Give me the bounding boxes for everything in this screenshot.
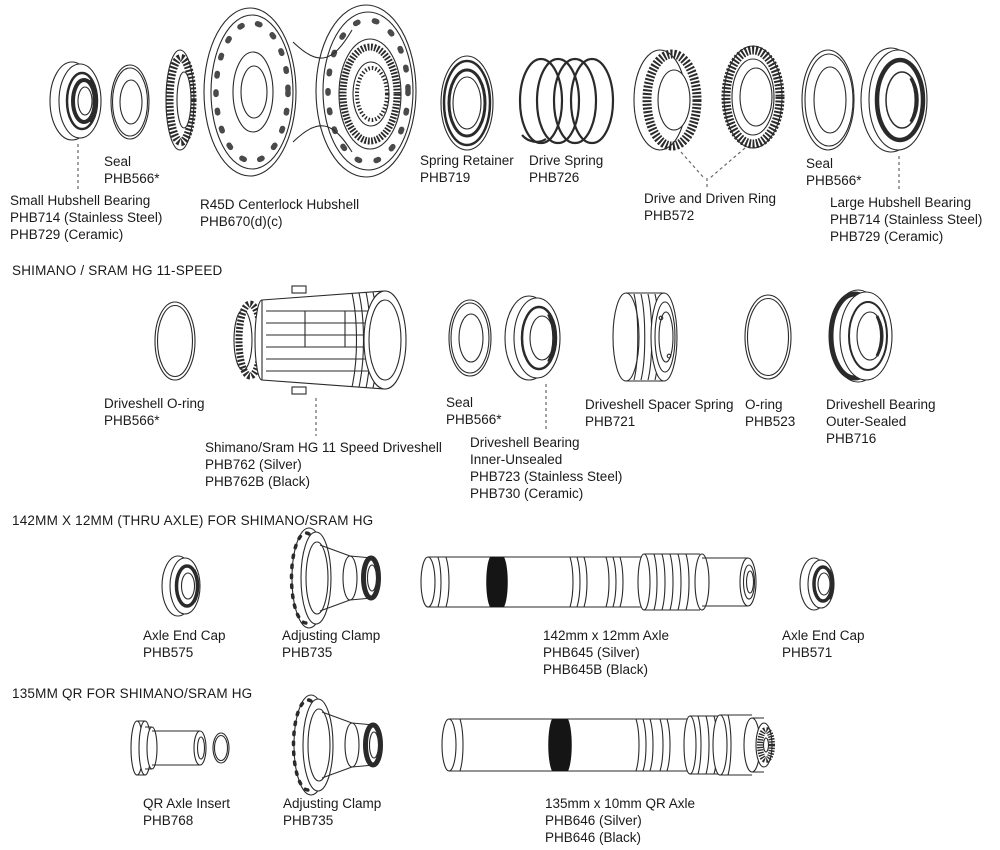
seal-left-drawing — [111, 65, 149, 139]
label-small-hubshell-bearing: Small Hubshell Bearing PHB714 (Stainless Steel) PHB729 (Ceramic) — [10, 193, 163, 242]
section-header-thru-axle: 142MM X 12MM (THRU AXLE) FOR SHIMANO/SRAM HG — [12, 513, 374, 528]
driveshell-drawing — [234, 286, 406, 394]
label-o-ring: O-ring PHB523 — [745, 397, 796, 429]
label-adjusting-clamp-qr: Adjusting Clamp PHB735 — [283, 796, 382, 828]
section-header-driveshell: SHIMANO / SRAM HG 11-SPEED — [12, 263, 223, 278]
drive-ring-drawing — [634, 50, 697, 150]
driveshell-spacer-spring-drawing — [613, 293, 677, 381]
driveshell-o-ring-drawing — [155, 302, 195, 380]
axle-end-cap-left-drawing — [162, 556, 200, 616]
leader-lines — [78, 144, 899, 436]
thru-axle-drawing — [421, 554, 756, 610]
label-seal-driveshell: Seal PHB566* — [446, 395, 502, 427]
large-hubshell-bearing-drawing — [861, 48, 927, 152]
label-driveshell-bearing-inner: Driveshell Bearing Inner-Unsealed PHB723 (Stainless Steel) PHB730 (Ceramic) — [470, 435, 623, 501]
label-drive-and-driven-ring: Drive and Driven Ring PHB572 — [644, 191, 777, 223]
adjusting-clamp-drawing — [292, 528, 379, 628]
label-adjusting-clamp: Adjusting Clamp PHB735 — [282, 628, 381, 660]
label-seal-left: Seal PHB566* — [104, 154, 160, 186]
adjusting-clamp-qr-drawing — [294, 695, 381, 795]
label-driveshell-bearing-outer: Driveshell Bearing Outer-Sealed PHB716 — [826, 397, 936, 446]
spring-retainer-drawing — [441, 56, 493, 150]
label-hubshell: R45D Centerlock Hubshell PHB670(d)(c) — [200, 197, 360, 229]
label-qr-axle-insert: QR Axle Insert PHB768 — [143, 796, 231, 828]
label-driveshell-spacer-spring: Driveshell Spacer Spring PHB721 — [585, 397, 734, 429]
label-large-hubshell-bearing: Large Hubshell Bearing PHB714 (Stainless Steel) PHB729 (Ceramic) — [830, 195, 983, 244]
driven-ring-drawing — [724, 46, 782, 148]
label-drive-spring: Drive Spring PHB726 — [529, 153, 604, 185]
driveshell-bearing-inner-drawing — [505, 296, 560, 380]
leader-line — [681, 152, 704, 178]
section-header-qr: 135MM QR FOR SHIMANO/SRAM HG — [12, 686, 253, 701]
driveshell-bearing-outer-drawing — [831, 290, 892, 382]
small-hubshell-bearing-drawing — [50, 62, 101, 140]
label-qr-axle: 135mm x 10mm QR Axle PHB646 (Silver) PHB646 (Black) — [545, 796, 696, 845]
drive-spring-drawing — [520, 59, 613, 143]
hubshell-drawing — [166, 5, 416, 177]
axle-end-cap-right-drawing — [800, 558, 834, 610]
qr-axle-drawing — [442, 715, 772, 775]
qr-axle-insert-drawing — [131, 721, 229, 775]
label-driveshell-o-ring: Driveshell O-ring PHB566* — [104, 396, 205, 428]
label-thru-axle: 142mm x 12mm Axle PHB645 (Silver) PHB645B (Black) — [543, 628, 670, 677]
seal-right-drawing — [802, 50, 854, 150]
seal-driveshell-drawing — [449, 300, 491, 376]
o-ring-drawing — [745, 295, 791, 379]
leader-line — [710, 148, 745, 178]
label-axle-end-cap-left: Axle End Cap PHB575 — [143, 628, 226, 660]
label-axle-end-cap-right: Axle End Cap PHB571 — [782, 628, 865, 660]
label-seal-right: Seal PHB566* — [806, 156, 862, 188]
label-spring-retainer: Spring Retainer PHB719 — [420, 153, 514, 185]
label-driveshell: Shimano/Sram HG 11 Speed Driveshell PHB762 (Silver) PHB762B (Black) — [205, 440, 442, 489]
